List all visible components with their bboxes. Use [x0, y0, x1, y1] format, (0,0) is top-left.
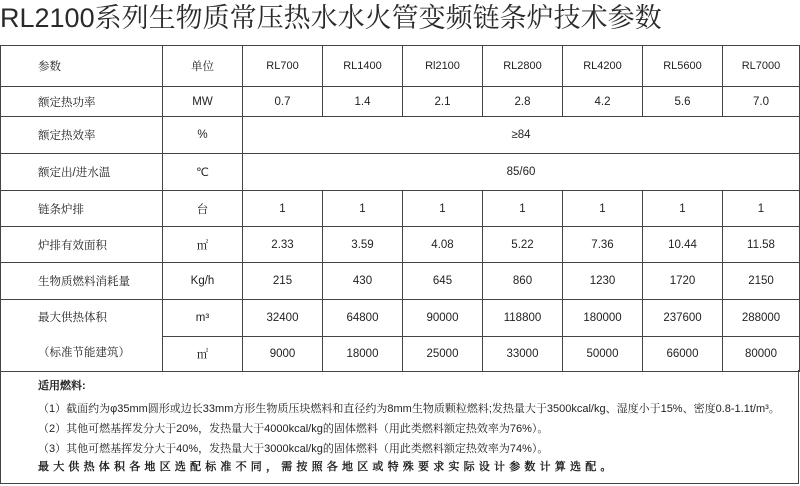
page-title: RL2100系列生物质常压热水水火管变频链条炉技术参数	[0, 3, 662, 33]
table-cell: 1.4	[323, 87, 403, 117]
header-param: 参数	[1, 46, 163, 87]
table-cell: 215	[243, 263, 323, 300]
row-param: 链条炉排	[1, 191, 163, 227]
header-unit: 单位	[163, 46, 243, 87]
table-cell: 7.36	[563, 227, 643, 263]
table-cell: 430	[323, 263, 403, 300]
table-cell: 1	[643, 191, 723, 227]
table-cell: 66000	[643, 336, 723, 372]
table-cell: 645	[403, 263, 483, 300]
row-unit: %	[163, 117, 243, 154]
table-cell: 90000	[403, 300, 483, 337]
spec-table	[0, 45, 800, 372]
row-unit: 台	[163, 191, 243, 227]
header-model: RL4200	[563, 46, 643, 87]
table-row	[1, 191, 800, 227]
note-item: （1）截面约为φ35mm圆形或边长33mm方形生物质压块燃料和直径约为8mm生物质颗粒燃料;发热量大于3500kcal/kg、湿度小于15%、密度0.8-1.1t/m³。	[38, 403, 780, 415]
row-unit: Kg/h	[163, 263, 243, 300]
table-cell: 1	[563, 191, 643, 227]
table-cell: 118800	[483, 300, 563, 337]
table-cell: 10.44	[643, 227, 723, 263]
table-cell: 4.08	[403, 227, 483, 263]
table-row	[1, 263, 800, 300]
table-cell: 7.0	[723, 87, 800, 117]
table-cell: 1	[483, 191, 563, 227]
table-cell: 25000	[403, 336, 483, 372]
table-cell: 11.58	[723, 227, 800, 263]
header-model: RL7000	[723, 46, 800, 87]
table-cell: 18000	[323, 336, 403, 372]
row-param: 最大供热体积	[38, 312, 107, 324]
table-cell: 860	[483, 263, 563, 300]
row-param: 额定出/进水温	[1, 154, 163, 191]
table-cell: 3.59	[323, 227, 403, 263]
header-model: RL700	[243, 46, 323, 87]
table-row	[1, 300, 800, 337]
table-cell: 1	[323, 191, 403, 227]
merged-cell: ≥84	[243, 117, 800, 154]
table-row	[1, 117, 800, 154]
table-cell: 4.2	[563, 87, 643, 117]
table-cell: 1	[723, 191, 800, 227]
table-cell: 288000	[723, 300, 800, 337]
table-cell: 2150	[723, 263, 800, 300]
header-model: RL1400	[323, 46, 403, 87]
notes-heading: 适用燃料:	[38, 380, 86, 392]
table-cell: 64800	[323, 300, 403, 337]
table-cell: 2.1	[403, 87, 483, 117]
row-unit: m³	[163, 300, 243, 337]
table-cell: 0.7	[243, 87, 323, 117]
table-cell: 1720	[643, 263, 723, 300]
table-cell: 237600	[643, 300, 723, 337]
table-cell: 9000	[243, 336, 323, 372]
table-cell: 2.8	[483, 87, 563, 117]
table-cell: 32400	[243, 300, 323, 337]
row-param: 额定热效率	[1, 117, 163, 154]
table-cell: 50000	[563, 336, 643, 372]
table-row	[1, 227, 800, 263]
row-param-cell	[1, 300, 163, 372]
row-param: 炉排有效面积	[1, 227, 163, 263]
table-cell: 5.6	[643, 87, 723, 117]
row-param: 额定热功率	[1, 87, 163, 117]
row-unit: ㎡	[163, 227, 243, 263]
table-row	[1, 87, 800, 117]
table-cell: 80000	[723, 336, 800, 372]
note-item: （3）其他可燃基挥发分大于40%，发热量大于3000kcal/kg的固体燃料（用此类燃料额定热效率为74%）。	[38, 443, 549, 455]
note-item: （2）其他可燃基挥发分大于20%，发热量大于4000kcal/kg的固体燃料（用此类燃料额定热效率为76%）。	[38, 423, 549, 435]
table-header-row	[1, 46, 800, 87]
row-unit: ㎡	[163, 336, 243, 372]
table-cell: 33000	[483, 336, 563, 372]
table-cell: 5.22	[483, 227, 563, 263]
table-cell: 1230	[563, 263, 643, 300]
row-param: 生物质燃料消耗量	[1, 263, 163, 300]
notes-footer: 最大供热体积各地区选配标准不同，需按照各地区或特殊要求实际设计参数计算选配。	[38, 461, 616, 473]
header-model: RL5600	[643, 46, 723, 87]
table-row	[1, 154, 800, 191]
row-unit: ℃	[163, 154, 243, 191]
header-model: Rl2100	[403, 46, 483, 87]
header-model: RL2800	[483, 46, 563, 87]
row-unit: MW	[163, 87, 243, 117]
table-cell: 180000	[563, 300, 643, 337]
merged-cell: 85/60	[243, 154, 800, 191]
table-cell: 2.33	[243, 227, 323, 263]
fuel-notes-box	[0, 370, 799, 484]
table-cell: 1	[243, 191, 323, 227]
table-cell: 1	[403, 191, 483, 227]
row-param: （标准节能建筑）	[38, 347, 130, 359]
